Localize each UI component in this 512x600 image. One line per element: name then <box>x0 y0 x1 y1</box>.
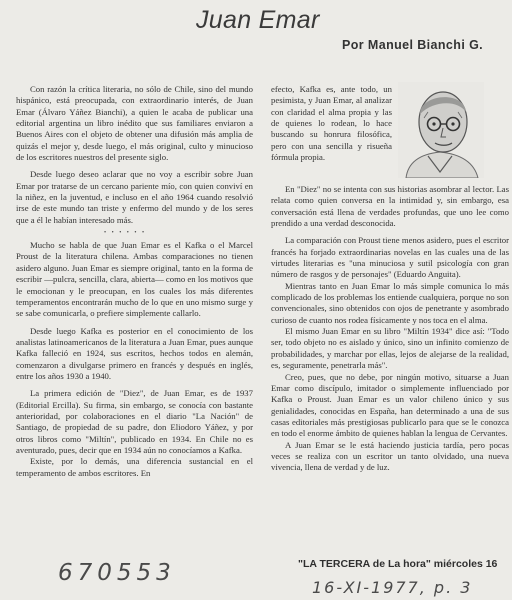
newspaper-source: "LA TERCERA de La hora" miércoles 16 <box>298 558 498 570</box>
right-column <box>271 184 509 474</box>
portrait-drawing <box>398 82 484 178</box>
handwritten-date: 16-XI-1977, p. 3 <box>312 578 473 597</box>
paragraph: Existe, por lo demás, una diferencia sustancial en el temperamento de ambos escritores. En <box>16 456 253 478</box>
paragraph: Con razón la crítica literaria, no sólo de Chile, sino del mundo hispánico, está preocupada, con extraordinario interés, de Juan Emar (Álvaro Yáñez Bianchi), a quien le acaba de publicar una editorial argentina un libro inédito que sus familiares enviaron a Buenos Aires con el objeto de obtener una difusión más amplia de quizás el mejor y, desde luego, el más original, culto y minucioso de los escritores nuestros del presente siglo. <box>16 84 253 163</box>
paragraph: Mientras tanto en Juan Emar lo más simple comunica lo más complicado de los problemas los entiende cualquiera, porque no son convencionales, sino obtenidos con ojos de penetrante y asombrado curioso de cuanto nos rodea físicamente y nos toca en el alma. <box>271 280 509 325</box>
right-top-column <box>271 84 392 163</box>
paragraph: Desde luego Kafka es posterior en el conocimiento de los analistas latinoamericanos de la literatura a Juan Emar, pues aunque Kafka falleció en 1924, sus escritos, hechos todos en alemán, comenzaron a divulgarse primero en francés y después en inglés, entre los años 1930 a 1940. <box>16 325 253 381</box>
paragraph: La primera edición de "Diez", de Juan Emar, es de 1937 (Editorial Ercilla). Su firma, sin embargo, se conocía con bastante anterioridad, por colaboraciones en el diario "La Nación" de Santiago, de propiedad de su padre, don Eliodoro Yáñez, y por otros libros como "Miltín", publicado en 1934. En Chile no es aventurado, pues, decir que en 1934 aún no conocíamos a Kafka. <box>16 388 253 455</box>
paragraph: El mismo Juan Emar en su libro "Miltín 1934" dice así: "Todo ser, todo objeto no es aislado y único, sino un infinito comienzo de probabilidades, y marchar por ellas, lejos de alejarse de la realidad, es, seguramente, penetrarla más". <box>271 326 509 371</box>
handwritten-catalog-number: 670553 <box>58 560 176 586</box>
paragraph: Mucho se habla de que Juan Emar es el Kafka o el Marcel Proust de la literatura chilena. Ambas comparaciones no tienen asidero alguno. Juan Emar es siempre original, tanto en la forma de escribir —pulcra, sencilla, clara, abierta— como en los motivos que le emocionan y le preocupan, en los cuales los más diferentes temperamentos encontrarán mucho de lo que en uno mismo surge y se sabe comunicarla, o prefiere simplemente callarlo. <box>16 240 253 319</box>
paragraph: Creo, pues, que no debe, por ningún motivo, situarse a Juan Emar como discípulo, imitador o simplemente influenciado por Kafka o Proust. Juan Emar es un valor chileno único y sus genialidades, conocidas en España, han determinado a una de sus casas editoriales más prestigiosas publicarlo para que se le conozca en todo el enorme ámbito de quienes hablan la lengua de Cervantes. <box>271 371 509 439</box>
paragraph: En "Diez" no se intenta con sus historias asombrar al lector. Las relata como quien conversa en la intimidad y, sin embargo, esa conversación está llena de verdades profundas, que uno lee como prendido a una verdad desconocida. <box>271 184 509 229</box>
paragraph: A Juan Emar se le está haciendo justicia tardía, pero pocas veces se realiza con un escritor un tanto olvidado, una nueva vivencia, llena de verdad y de luz. <box>271 439 509 473</box>
paragraph: efecto, Kafka es, ante todo, un pesimista, y Juan Emar, al analizar con claridad el alma propia y las de quienes lo rodean, lo hace buscando su honrura filosófica, pero con una sencilla y risueña fórmula propia. <box>271 84 392 163</box>
paragraph: Desde luego deseo aclarar que no voy a escribir sobre Juan Emar por tratarse de un cercano pariente mío, con quien conviví en la niñez, en la juventud, e incluso en el año 1964 cuando resolvió irse de este mundo tan triste y enfermo del mundo y de los seres que a él le habían interesado más. <box>16 169 253 225</box>
article-title: Juan Emar <box>196 6 320 34</box>
left-column <box>16 84 253 479</box>
article-byline: Por Manuel Bianchi G. <box>342 38 484 52</box>
section-separator: • • • • • • <box>104 230 147 237</box>
paragraph: La comparación con Proust tiene menos asidero, pues el escritor francés ha forjado extraordinarias novelas en las cuales una de las virtudes literarias es "una minuciosa y sutil psicología con gran número de rasgos y de personajes" (Eduardo Anguita). <box>271 235 509 280</box>
author-portrait-photo <box>398 82 484 178</box>
